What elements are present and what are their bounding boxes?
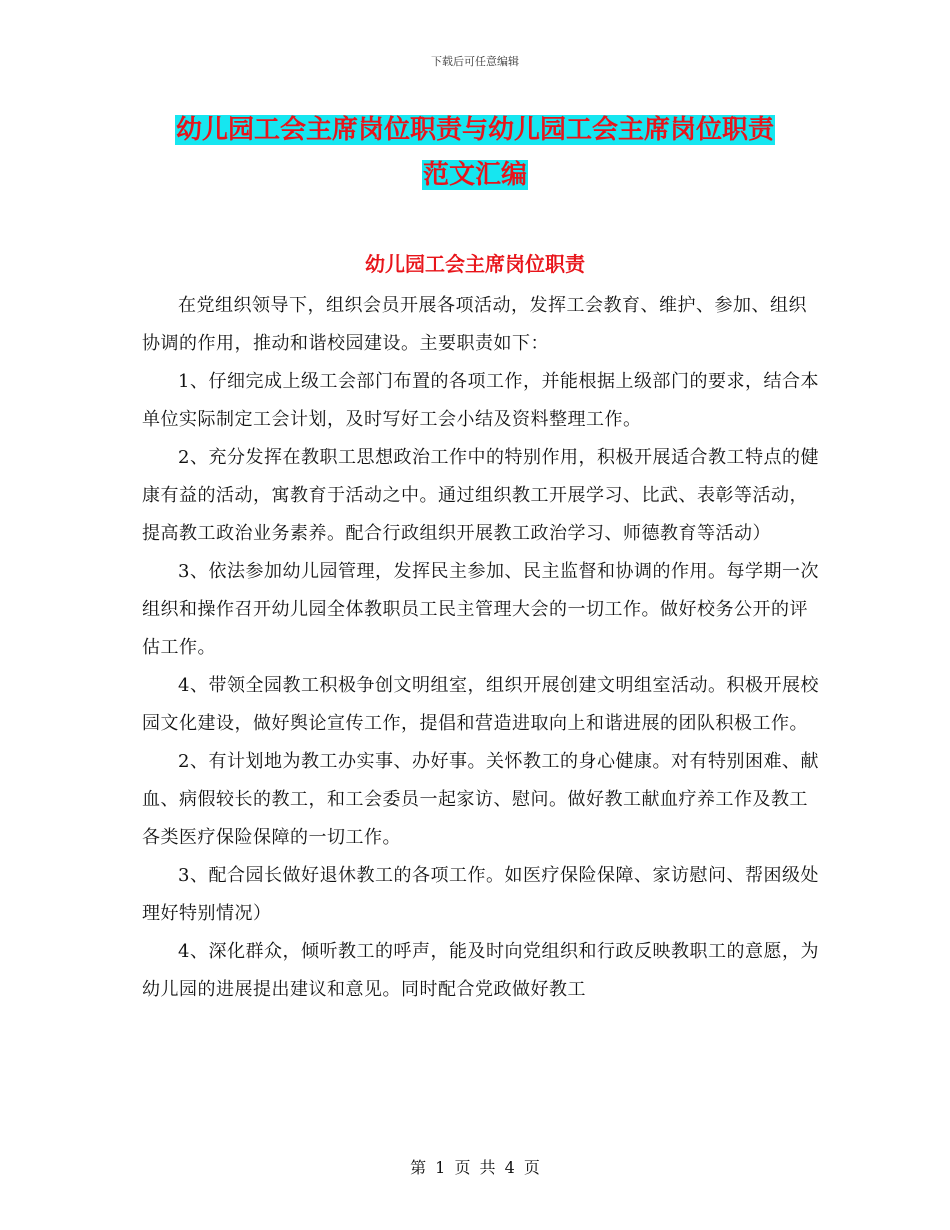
paragraph-duty-4: 4、带领全园教工积极争创文明组室，组织开展创建文明组室活动。积极开展校园文化建设，做好舆论宣传工作，提倡和营造进取向上和谐进展的团队积极工作。 (142, 675, 819, 734)
document-title-line-1 (0, 112, 950, 148)
paragraph-duty-4b: 4、深化群众，倾听教工的呼声，能及时向党组织和行政反映教职工的意愿，为幼儿园的进展提出建议和意见。同时配合党政做好教工 (142, 941, 819, 1000)
document-body (142, 287, 822, 1009)
paragraph-duty-3b: 3、配合园长做好退休教工的各项工作。如医疗保险保障、家访慰问、帮困级处理好特别情况） (142, 865, 819, 924)
document-title-line-2 (0, 157, 950, 193)
header-note: 下载后可任意编辑 (431, 55, 519, 68)
paragraph-intro: 在党组织领导下，组织会员开展各项活动，发挥工会教育、维护、参加、组织协调的作用，推动和谐校园建设。主要职责如下： (142, 295, 807, 354)
section-heading: 幼儿园工会主席岗位职责 (365, 252, 585, 276)
page-number: 第 1 页 共 4 页 (410, 1158, 540, 1177)
paragraph-duty-1: 1、仔细完成上级工会部门布置的各项工作，并能根据上级部门的要求，结合本单位实际制定工会计划，及时写好工会小结及资料整理工作。 (142, 371, 819, 430)
paragraph-duty-2: 2、充分发挥在教职工思想政治工作中的特别作用，积极开展适合教工特点的健康有益的活动，寓教育于活动之中。通过组织教工开展学习、比武、表彰等活动，提高教工政治业务素养。配合行政组织开展教工政治学习、师德教育等活动） (142, 447, 819, 544)
document-title-line-1-text: 幼儿园工会主席岗位职责与幼儿园工会主席岗位职责 (175, 115, 774, 145)
paragraph-duty-2b: 2、有计划地为教工办实事、办好事。关怀教工的身心健康。对有特别困难、献血、病假较长的教工，和工会委员一起家访、慰问。做好教工献血疗养工作及教工各类医疗保险保障的一切工作。 (142, 751, 819, 848)
document-title-line-2-text: 范文汇编 (422, 160, 527, 190)
paragraph-duty-3: 3、依法参加幼儿园管理，发挥民主参加、民主监督和协调的作用。每学期一次组织和操作召开幼儿园全体教职员工民主管理大会的一切工作。做好校务公开的评估工作。 (142, 561, 819, 658)
